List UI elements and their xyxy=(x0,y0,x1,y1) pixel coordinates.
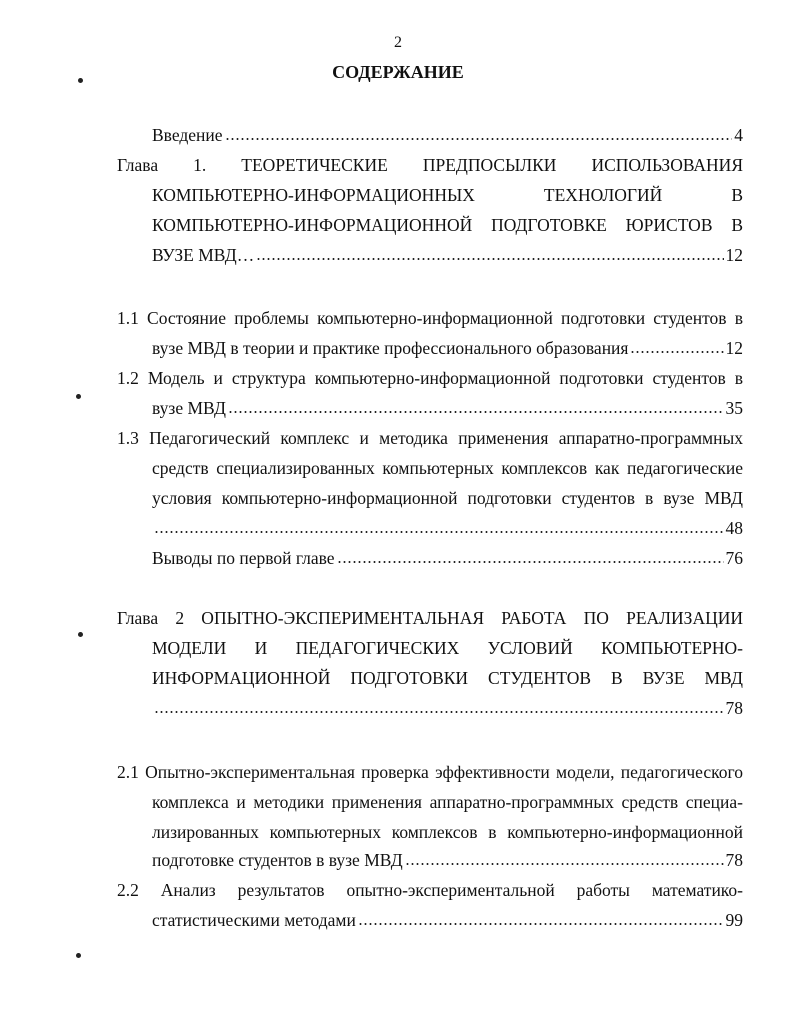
section-1-2-line: 1.2 Модель и структура компьютерно-информационной подготовки студентов в xyxy=(117,368,743,388)
section-1-3-line: средств специализированных компьютерных комплексов как педагогические xyxy=(152,458,743,478)
toc-entry-2-2[interactable] xyxy=(152,908,743,932)
dot-leader xyxy=(256,257,723,261)
entry-page: 99 xyxy=(725,910,743,930)
toc-entry-conclusions-1[interactable] xyxy=(152,546,743,570)
chapter1-line: КОМПЬЮТЕРНО-ИНФОРМАЦИОННОЙ ПОДГОТОВКЕ ЮРИСТОВ В xyxy=(152,215,743,235)
section-2-1-line: лизированных компьютерных комплексов в компьютерно-информационной xyxy=(152,822,743,842)
toc-entry-1-2[interactable] xyxy=(152,396,743,420)
entry-page: 4 xyxy=(734,125,743,145)
dot-leader xyxy=(154,530,724,534)
page-title: СОДЕРЖАНИЕ xyxy=(332,62,464,82)
entry-page: 48 xyxy=(725,518,743,538)
toc-entry-intro[interactable] xyxy=(152,123,743,147)
dot-leader xyxy=(228,410,724,414)
entry-text: подготовке студентов в вузе МВД xyxy=(152,850,403,870)
scan-speck xyxy=(76,953,81,958)
toc-entry-2-1[interactable] xyxy=(152,848,743,872)
chapter2-line: МОДЕЛИ И ПЕДАГОГИЧЕСКИХ УСЛОВИЙ КОМПЬЮТЕРНО- xyxy=(152,638,743,658)
section-2-1-line: 2.1 Опытно-экспериментальная проверка эффективности модели, педагогического xyxy=(117,762,743,782)
entry-text: статистическими методами xyxy=(152,910,356,930)
chapter2-line: Глава 2 ОПЫТНО-ЭКСПЕРИМЕНТАЛЬНАЯ РАБОТА ПО РЕАЛИЗАЦИИ xyxy=(117,608,743,628)
entry-text: Выводы по первой главе xyxy=(152,548,335,568)
entry-text: ВУЗЕ МВД… xyxy=(152,245,255,265)
chapter1-line: Глава 1. ТЕОРЕТИЧЕСКИЕ ПРЕДПОСЫЛКИ ИСПОЛЬЗОВАНИЯ xyxy=(117,155,743,175)
entry-page: 76 xyxy=(725,548,743,568)
entry-page: 12 xyxy=(725,338,743,358)
scan-speck xyxy=(78,632,83,637)
page-number: 2 xyxy=(394,34,402,51)
section-1-3-line: 1.3 Педагогический комплекс и методика применения аппаратно-программных xyxy=(117,428,743,448)
toc-entry-1-1[interactable] xyxy=(152,336,743,360)
scan-speck xyxy=(76,394,81,399)
dot-leader xyxy=(154,710,724,714)
entry-page: 12 xyxy=(725,245,743,265)
section-2-1-line: комплекса и методики применения аппаратно-программных средств специа- xyxy=(152,792,743,812)
entry-text: Введение xyxy=(152,125,223,145)
toc-entry-chapter1[interactable] xyxy=(152,243,743,267)
dot-leader xyxy=(337,560,724,564)
entry-page: 35 xyxy=(725,398,743,418)
chapter2-line: ИНФОРМАЦИОННОЙ ПОДГОТОВКИ СТУДЕНТОВ В ВУЗЕ МВД xyxy=(152,668,743,688)
section-1-3-line: условия компьютерно-информационной подготовки студентов в вузе МВД xyxy=(152,488,743,508)
scan-speck xyxy=(78,78,83,83)
dot-leader xyxy=(630,350,723,354)
entry-page: 78 xyxy=(725,850,743,870)
entry-text: вузе МВД xyxy=(152,398,226,418)
dot-leader xyxy=(358,922,724,926)
entry-page: 78 xyxy=(725,698,743,718)
toc-entry-chapter2[interactable] xyxy=(152,696,743,720)
section-1-1-line: 1.1 Состояние проблемы компьютерно-информационной подготовки студентов в xyxy=(117,308,743,328)
toc-entry-1-3[interactable] xyxy=(152,516,743,540)
dot-leader xyxy=(225,137,733,141)
dot-leader xyxy=(405,862,724,866)
chapter1-line: КОМПЬЮТЕРНО-ИНФОРМАЦИОННЫХ ТЕХНОЛОГИЙ В xyxy=(152,185,743,205)
entry-text: вузе МВД в теории и практике профессионального образования xyxy=(152,338,629,358)
section-2-2-line: 2.2 Анализ результатов опытно-экспериментальной работы математико- xyxy=(117,880,743,900)
